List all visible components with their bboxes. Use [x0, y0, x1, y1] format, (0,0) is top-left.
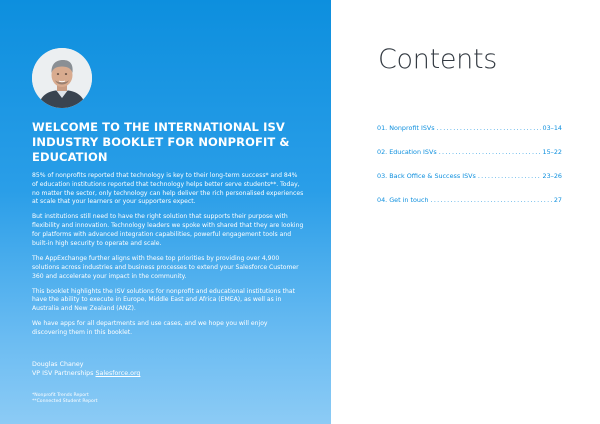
- signature-name: Douglas Chaney: [32, 361, 84, 368]
- footnotes: [32, 393, 304, 406]
- intro-paragraph: But institutions still need to have the right solution that supports their purpose with flexibility and innovation. Technology leaders we spoke with shared that they are looking for platforms with advanced integration capabilities, powerful engagement tools and built-in high security to operate and scale.: [32, 213, 304, 247]
- toc-leader-dots: [478, 172, 541, 180]
- footnote-nonprofit-trends: *Nonprofit Trends Report: [32, 393, 89, 398]
- signature-block: [32, 360, 304, 378]
- salesforce-org-link[interactable]: Salesforce.org: [95, 370, 141, 378]
- welcome-title: WELCOME TO THE INTERNATIONAL ISV INDUSTRY BOOKLET FOR NONPROFIT & EDUCATION: [32, 120, 290, 164]
- toc-item-label: 02. Education ISVs: [377, 148, 437, 156]
- toc-item-pages: 03–14: [542, 124, 562, 132]
- table-of-contents: [377, 124, 562, 220]
- toc-item-pages: 23–26: [542, 172, 562, 180]
- intro-paragraph: The AppExchange further aligns with these top priorities by providing over 4,900 solutions across industries and business processes to extend your Salesforce Customer 360 and accelerate your impact in the community.: [32, 254, 299, 280]
- toc-leader-dots: [439, 148, 541, 156]
- intro-paragraph: We have apps for all departments and use cases, and we hope you will enjoy discovering them in this booklet.: [32, 320, 268, 337]
- toc-item-label: 01. Nonprofit ISVs: [377, 124, 435, 132]
- footnote-connected-student: **Connected Student Report: [32, 399, 98, 405]
- signature-role-line: [32, 369, 304, 378]
- toc-item-pages: 15–22: [542, 148, 562, 156]
- contents-title: Contents: [378, 44, 498, 75]
- toc-item-nonprofit-isvs[interactable]: [377, 124, 562, 148]
- toc-item-label: 03. Back Office & Success ISVs: [377, 172, 476, 180]
- toc-leader-dots: [431, 196, 552, 204]
- toc-item-label: 04. Get in touch: [377, 196, 429, 204]
- intro-paragraph: This booklet highlights the ISV solutions for nonprofit and educational institutions that have the ability to execute in Europe, Middle East and Africa (EMEA), as well as in Australia and New Zealand (ANZ).: [32, 287, 295, 313]
- signature-role: VP ISV Partnerships: [32, 370, 96, 378]
- toc-leader-dots: [437, 124, 541, 132]
- toc-item-back-office-success-isvs[interactable]: [377, 172, 562, 196]
- toc-item-pages: 27: [553, 196, 562, 204]
- contents-panel: [331, 0, 600, 424]
- intro-paragraph: 85% of nonprofits reported that technology is key to their long-term success* and 84% of education institutions reported that technology helps better serve students**. Today, no matter the sector, only technology can help deliver the rich personalised experiences at scale that your learners or your supporters expect.: [32, 172, 304, 206]
- intro-body: [32, 172, 304, 344]
- person-portrait-icon: [32, 48, 92, 108]
- toc-item-education-isvs[interactable]: [377, 148, 562, 172]
- toc-item-get-in-touch[interactable]: [377, 196, 562, 220]
- author-portrait: [32, 48, 92, 108]
